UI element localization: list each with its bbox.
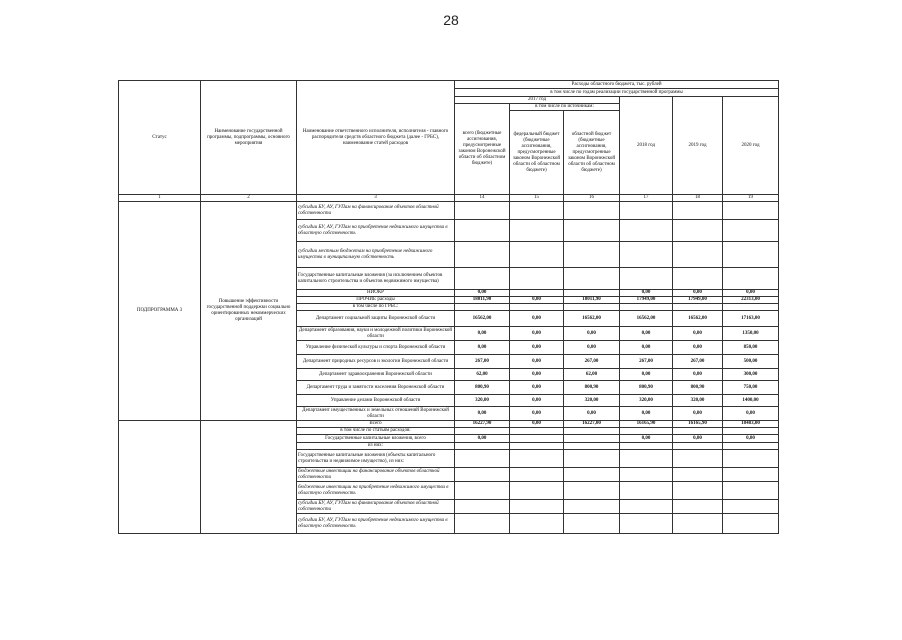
header-status: Статус	[119, 81, 201, 195]
row-value: 0,00	[564, 327, 620, 341]
row-value: 320,00	[673, 395, 723, 407]
row-label: Департамент здравоохранения Воронежской области	[297, 369, 455, 381]
header-2018: 2018 год	[620, 97, 673, 195]
row-value	[455, 202, 510, 220]
row-label: субсидии БУ, АУ, ГУПам на финансирование объектов областной собственности	[297, 500, 455, 514]
row-value	[564, 202, 620, 220]
row-value	[510, 482, 564, 500]
row-value: 18483,00	[723, 421, 779, 428]
row-value	[455, 450, 510, 468]
row-value: 500,00	[723, 355, 779, 369]
header-federal-col: федеральный бюджет (бюджетные ассигнования, предусмотренные законом Воронежской области об областном бюджете)	[510, 111, 564, 195]
row-value	[620, 242, 673, 268]
row-value: 22313,00	[723, 297, 779, 304]
row-value	[723, 482, 779, 500]
header-regional-col: областной бюджет (бюджетные ассигнования, предусмотренные законом Воронежской области об областном бюджете)	[564, 111, 620, 195]
row-value	[455, 500, 510, 514]
row-value	[510, 304, 564, 311]
row-value: 0,00	[510, 381, 564, 395]
row-value	[510, 468, 564, 482]
row-value: 16165,90	[673, 421, 723, 428]
header-expenses: Расходы областного бюджета, тыс. рублей	[455, 81, 779, 89]
subprogram-name: Повышение эффективности государственной поддержки социально ориентированных некоммерческих организаций	[201, 202, 297, 421]
row-value: 800,90	[673, 381, 723, 395]
row-value: 267,00	[455, 355, 510, 369]
row-value	[723, 514, 779, 534]
column-number: 17	[620, 195, 673, 202]
row-value: 0,00	[510, 369, 564, 381]
row-value	[510, 220, 564, 242]
row-value: 17949,00	[620, 297, 673, 304]
row-value: 0,00	[723, 435, 779, 443]
row-value	[455, 242, 510, 268]
row-value: 0,00	[510, 297, 564, 304]
header-executor: Наименование ответственного исполнителя, исполнителя - главного распорядителя средств областного бюджета (далее - ГРБС), наименование статей расходов	[297, 81, 455, 195]
row-value: 0,00	[620, 407, 673, 421]
row-value: 0,00	[455, 407, 510, 421]
header-2020: 2020 год	[723, 97, 779, 195]
row-value	[564, 482, 620, 500]
row-value: 0,00	[673, 341, 723, 355]
row-value: 18011,90	[455, 297, 510, 304]
row-value	[510, 450, 564, 468]
row-value	[455, 443, 510, 450]
row-value	[673, 514, 723, 534]
row-value: 16562,00	[673, 311, 723, 327]
row-value: 16165,90	[620, 421, 673, 428]
row-value	[673, 304, 723, 311]
row-value	[564, 500, 620, 514]
row-label: в том числе по ГРБС:	[297, 304, 455, 311]
row-value	[455, 220, 510, 242]
row-value: 0,00	[564, 341, 620, 355]
table-row	[119, 202, 779, 220]
row-label: субсидии БУ, АУ, ГУПам на приобретение недвижимого имущества в областную собственность	[297, 514, 455, 534]
row-value	[723, 220, 779, 242]
row-value: 16562,00	[564, 311, 620, 327]
row-value: 0,00	[510, 355, 564, 369]
row-value: 0,00	[564, 407, 620, 421]
row-value	[510, 202, 564, 220]
row-value	[723, 428, 779, 435]
row-value	[455, 268, 510, 290]
row-value	[455, 482, 510, 500]
row-value	[723, 304, 779, 311]
header-total-col: всего (бюджетные ассигнования, предусмотренные законом Воронежской области об областном бюджете)	[455, 104, 510, 195]
row-label: в том числе по статьям расходов:	[297, 428, 455, 435]
row-value: 17163,00	[723, 311, 779, 327]
row-value	[723, 500, 779, 514]
row-value	[510, 290, 564, 297]
row-value: 0,00	[673, 435, 723, 443]
row-value	[455, 304, 510, 311]
row-label: Департамент природных ресурсов и экологии Воронежской области	[297, 355, 455, 369]
row-value	[564, 443, 620, 450]
row-value	[673, 450, 723, 468]
header-incl-sources: в том числе по источникам:	[510, 104, 620, 111]
row-label: бюджетные инвестиции на финансирование объектов областной собственности	[297, 468, 455, 482]
row-value: 0,00	[455, 341, 510, 355]
row-value	[564, 435, 620, 443]
header-by-years: в том числе по годам реализации государственной программы	[455, 89, 779, 97]
row-value	[564, 268, 620, 290]
row-value	[673, 202, 723, 220]
row-value	[510, 268, 564, 290]
row-label: Управление физической культуры и спорта Воронежской области	[297, 341, 455, 355]
row-value	[510, 428, 564, 435]
row-value	[620, 500, 673, 514]
row-value	[723, 443, 779, 450]
row-value: 850,00	[723, 341, 779, 355]
row-value	[673, 482, 723, 500]
row-value: 320,00	[564, 395, 620, 407]
row-value	[673, 428, 723, 435]
row-value: 800,90	[564, 381, 620, 395]
row-label: бюджетные инвестиции на приобретение недвижимого имущества в областную собственность	[297, 482, 455, 500]
row-value	[455, 514, 510, 534]
row-value	[564, 220, 620, 242]
row-value: 300,00	[723, 369, 779, 381]
row-value: 0,00	[673, 369, 723, 381]
row-value	[620, 443, 673, 450]
row-value: 62,00	[455, 369, 510, 381]
row-value	[564, 304, 620, 311]
row-value: 16227,90	[455, 421, 510, 428]
row-label: Департамент имущественных и земельных отношений Воронежской области	[297, 407, 455, 421]
row-value: 0,00	[673, 407, 723, 421]
row-value: 0,00	[673, 327, 723, 341]
row-value	[564, 468, 620, 482]
row-label: Государственные капитальные вложения, всего	[297, 435, 455, 443]
row-value	[620, 514, 673, 534]
row-value: 0,00	[510, 341, 564, 355]
row-label: Государственные капитальные вложения (объекты капитального строительства и недвижимое имущество), из них:	[297, 450, 455, 468]
row-value: 800,90	[620, 381, 673, 395]
row-value: 0,00	[510, 311, 564, 327]
row-value	[620, 202, 673, 220]
row-value	[455, 428, 510, 435]
header-2019: 2019 год	[673, 97, 723, 195]
row-value: 750,00	[723, 381, 779, 395]
row-value	[510, 242, 564, 268]
header-program: Наименование государственной программы, подпрограммы, основного мероприятия	[201, 81, 297, 195]
row-value	[723, 468, 779, 482]
row-value: 0,00	[723, 407, 779, 421]
row-value: 0,00	[510, 421, 564, 428]
row-value	[564, 290, 620, 297]
page-number: 28	[443, 12, 459, 28]
row-value: 0,00	[455, 290, 510, 297]
column-number: 3	[297, 195, 455, 202]
row-value: 800,90	[455, 381, 510, 395]
row-label: субсидии БУ, АУ, ГУПам на финансирование объектов областной собственности	[297, 202, 455, 220]
row-label: Департамент социальной защиты Воронежской области	[297, 311, 455, 327]
row-value: 0,00	[620, 327, 673, 341]
row-value: 0,00	[455, 327, 510, 341]
blank-program-cell	[201, 421, 297, 534]
table-row	[119, 421, 779, 428]
row-value: 16227,00	[564, 421, 620, 428]
row-value	[510, 435, 564, 443]
column-number: 14	[455, 195, 510, 202]
column-number: 19	[723, 195, 779, 202]
row-value: 16562,00	[455, 311, 510, 327]
row-value	[723, 242, 779, 268]
row-value	[673, 220, 723, 242]
row-value	[620, 220, 673, 242]
column-number: 1	[119, 195, 201, 202]
row-value	[620, 468, 673, 482]
row-value: 1400,00	[723, 395, 779, 407]
row-value	[620, 428, 673, 435]
row-value	[673, 468, 723, 482]
column-number: 16	[564, 195, 620, 202]
row-value: 0,00	[620, 369, 673, 381]
row-label: Управление делами Воронежской области	[297, 395, 455, 407]
row-value: 320,00	[620, 395, 673, 407]
row-value: 1350,00	[723, 327, 779, 341]
row-value	[673, 443, 723, 450]
row-value	[723, 268, 779, 290]
row-value: 0,00	[455, 435, 510, 443]
row-value	[564, 450, 620, 468]
row-value	[455, 468, 510, 482]
row-value	[564, 428, 620, 435]
row-value: 16562,00	[620, 311, 673, 327]
row-value	[723, 202, 779, 220]
row-value: 267,00	[620, 355, 673, 369]
row-value: 0,00	[620, 341, 673, 355]
blank-status-cell	[119, 421, 201, 534]
row-value: 0,00	[620, 290, 673, 297]
row-label: Департамент образования, науки и молодежной политики Воронежской области	[297, 327, 455, 341]
row-value	[620, 450, 673, 468]
row-value: 0,00	[723, 290, 779, 297]
row-value: 62,00	[564, 369, 620, 381]
row-value: 0,00	[510, 327, 564, 341]
row-label: Государственные капитальные вложения (за исключением объектов капитального строительства и объектов недвижимого имущества)	[297, 268, 455, 290]
column-number: 2	[201, 195, 297, 202]
row-value	[673, 500, 723, 514]
row-label: Всего	[297, 421, 455, 428]
row-value	[620, 268, 673, 290]
row-value	[510, 514, 564, 534]
row-value: 0,00	[510, 395, 564, 407]
subprogram-status: ПОДПРОГРАММА 3	[119, 202, 201, 421]
row-value	[510, 443, 564, 450]
row-label: ПРОЧИЕ расходы	[297, 297, 455, 304]
row-value: 320,00	[455, 395, 510, 407]
row-value	[723, 450, 779, 468]
row-value: 0,00	[673, 290, 723, 297]
row-value	[564, 514, 620, 534]
column-number: 15	[510, 195, 564, 202]
row-value	[673, 242, 723, 268]
row-label: Департамент труда и занятости населения Воронежской области	[297, 381, 455, 395]
row-label: из них:	[297, 443, 455, 450]
row-value	[673, 268, 723, 290]
row-value: 18011,90	[564, 297, 620, 304]
row-value	[510, 500, 564, 514]
row-value: 0,00	[620, 435, 673, 443]
row-value: 267,00	[564, 355, 620, 369]
budget-table	[118, 80, 779, 534]
row-value	[564, 242, 620, 268]
column-number: 18	[673, 195, 723, 202]
row-label: субсидии БУ, АУ, ГУПам на приобретение недвижимого имущества в областную собственность	[297, 220, 455, 242]
row-value: 17949,00	[673, 297, 723, 304]
row-label: субсидии местным бюджетам на приобретение недвижимого имущества в муниципальную собственность	[297, 242, 455, 268]
row-value: 267,00	[673, 355, 723, 369]
row-value	[620, 304, 673, 311]
row-value: 0,00	[510, 407, 564, 421]
header-year-2017: 2017 год	[455, 97, 620, 104]
row-value	[620, 482, 673, 500]
row-label: НИОКР	[297, 290, 455, 297]
